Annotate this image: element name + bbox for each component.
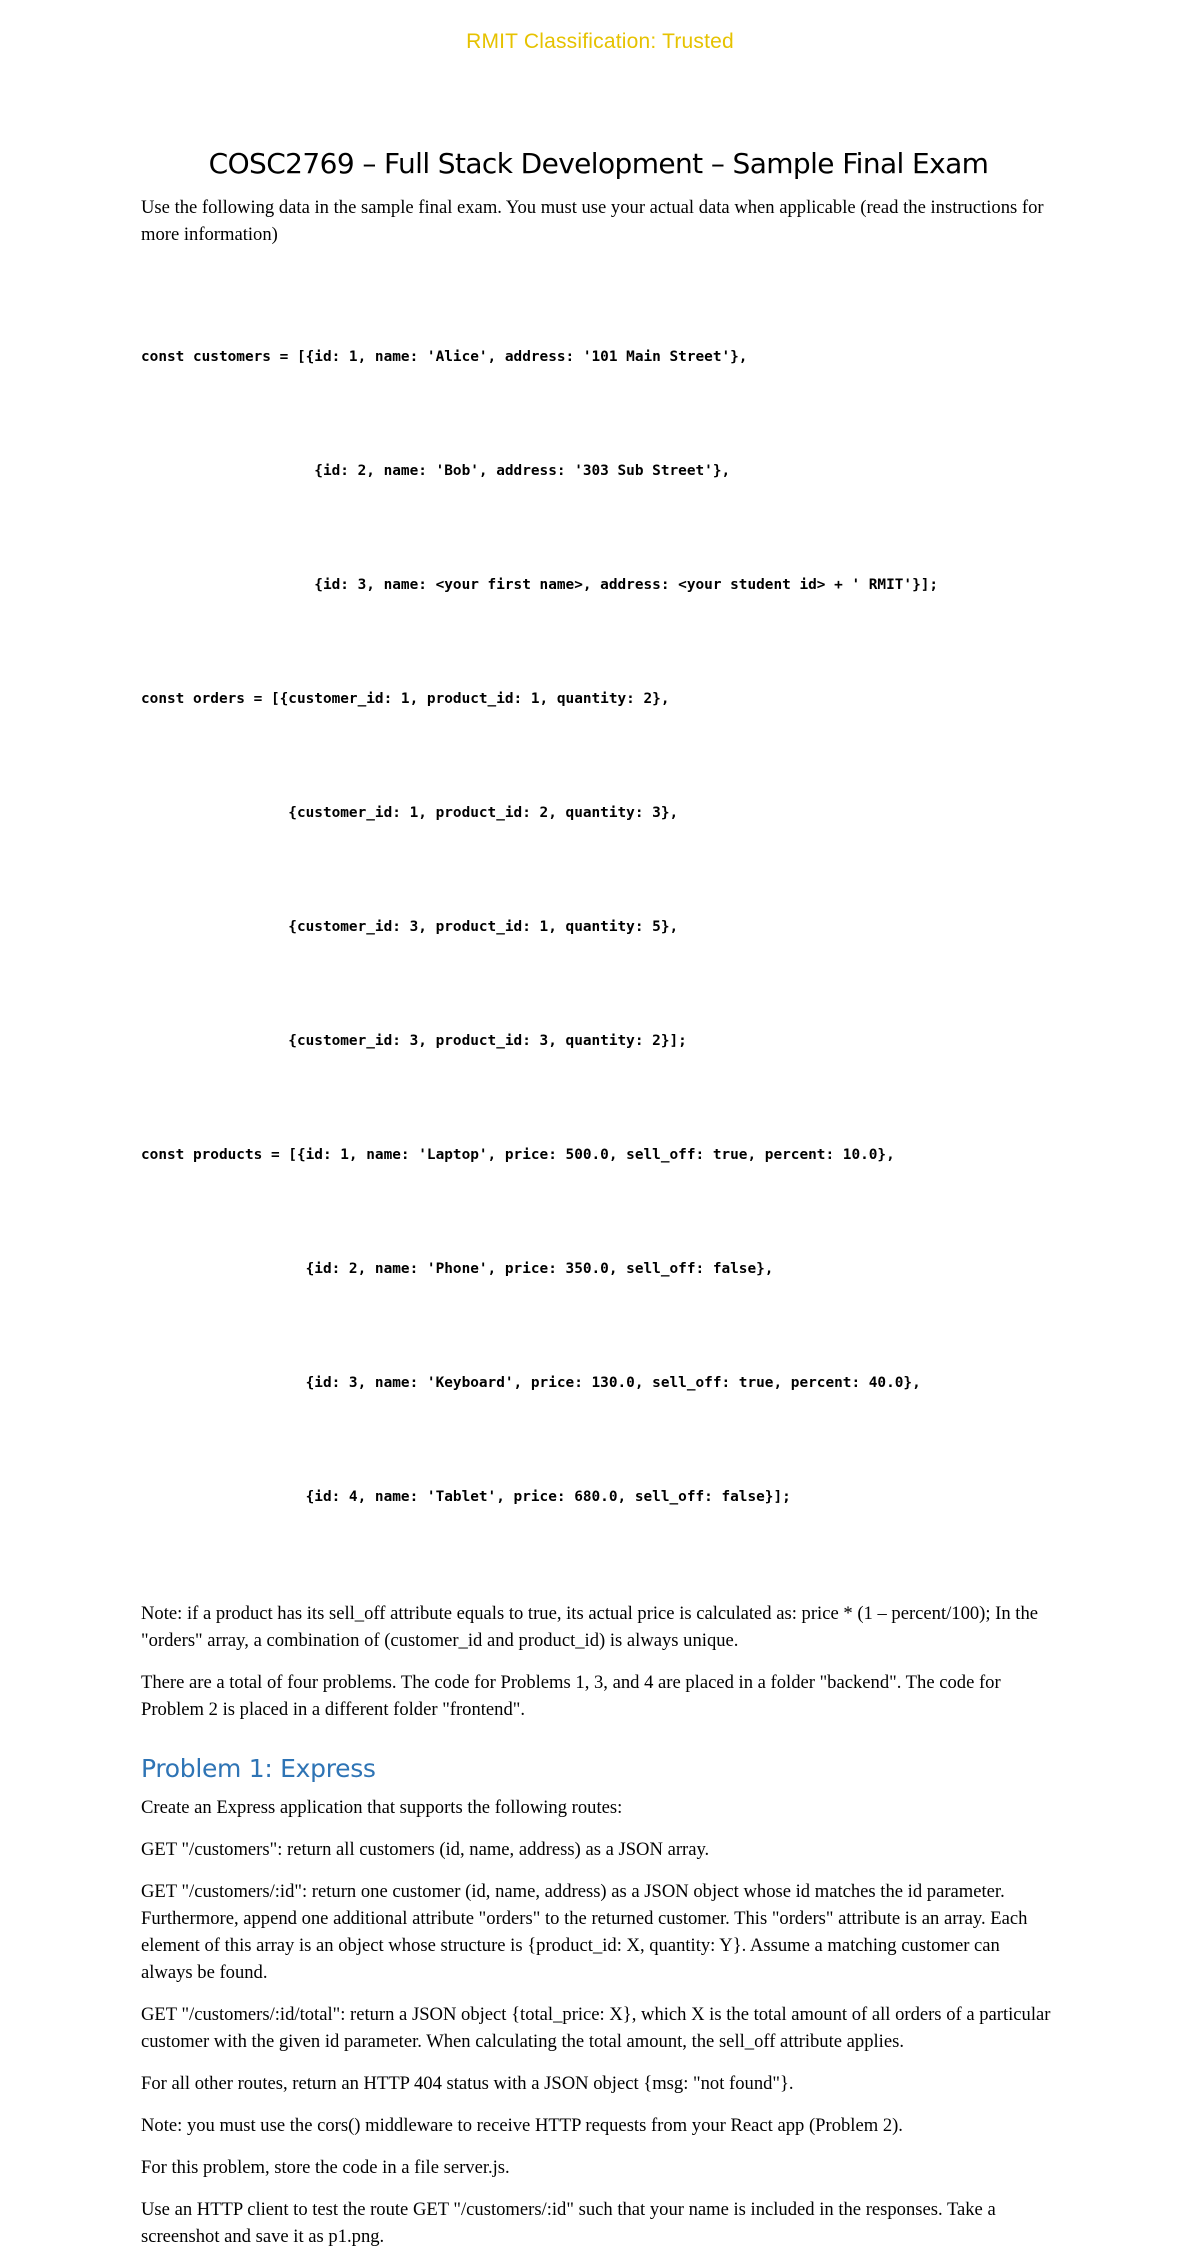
problem-1-paragraph: Create an Express application that supports the following routes: [141,1797,623,1818]
problem-1-paragraph: GET "/customers/:id/total": return a JSON object {total_price: X}, which X is the total amount of all orders of a particular customer with the given id parameter. When calculating the total amount, the sell_off attribute applies. [141,2004,1051,2052]
problem-1-paragraph: For all other routes, return an HTTP 404 status with a JSON object {msg: "not found"}. [141,2073,794,2094]
problem-1-paragraph: Note: you must use the cors() middleware to receive HTTP requests from your React app (Problem 2). [141,2115,903,2136]
sell-off-note-paragraph: Note: if a product has its sell_off attribute equals to true, its actual price is calculated as: price * (1 – percent/100); In the "orders" array, a combination of (customer_id and product_id) is always unique. [141,1603,1039,1651]
code-line: {id: 4, name: 'Tablet', price: 680.0, sell_off: false}]; [141,1489,791,1505]
code-line: {customer_id: 3, product_id: 3, quantity: 2}]; [141,1033,687,1049]
problem-1-heading: Problem 1: Express [141,1754,376,1783]
problem-1-paragraph: For this problem, store the code in a file server.js. [141,2157,510,2178]
document-title: COSC2769 – Full Stack Development – Sample Final Exam [208,147,989,180]
data-code-block [141,262,1056,1592]
problem-1-paragraph: Use an HTTP client to test the route GET "/customers/:id" such that your name is included in the responses. Take a screenshot and save it as p1.png. [141,2199,996,2247]
classification-label: RMIT Classification: Trusted [466,30,734,53]
code-line: {id: 2, name: 'Bob', address: '303 Sub Street'}, [141,463,731,479]
code-line: {customer_id: 3, product_id: 1, quantity: 5}, [141,919,679,935]
intro-paragraph: Use the following data in the sample final exam. You must use your actual data when applicable (read the instructions for more information) [141,197,1044,245]
code-line: {id: 3, name: 'Keyboard', price: 130.0, sell_off: true, percent: 40.0}, [141,1375,921,1391]
code-line: {id: 2, name: 'Phone', price: 350.0, sell_off: false}, [141,1261,774,1277]
code-line: {customer_id: 1, product_id: 2, quantity: 3}, [141,805,679,821]
problems-overview-paragraph: There are a total of four problems. The code for Problems 1, 3, and 4 are placed in a folder "backend". The code for Problem 2 is placed in a different folder "frontend". [141,1672,1001,1720]
code-line: const products = [{id: 1, name: 'Laptop', price: 500.0, sell_off: true, percent: 10.0}, [141,1147,895,1163]
document-body [141,142,1056,2265]
problem-1-paragraph: GET "/customers/:id": return one customer (id, name, address) as a JSON object whose id matches the id parameter. Furthermore, append one additional attribute "orders" to the returned customer. This "orders" attribute is an array. Each element of this array is an object whose structure is {product_id: X, quantity: Y}. Assume a matching customer can always be found. [141,1881,1028,1983]
code-line: {id: 3, name: <your first name>, address: <your student id> + ' RMIT'}]; [141,577,939,593]
code-line: const orders = [{customer_id: 1, product_id: 1, quantity: 2}, [141,691,670,707]
problem-1-paragraph: GET "/customers": return all customers (id, name, address) as a JSON array. [141,1839,710,1860]
code-line: const customers = [{id: 1, name: 'Alice', address: '101 Main Street'}, [141,349,748,365]
